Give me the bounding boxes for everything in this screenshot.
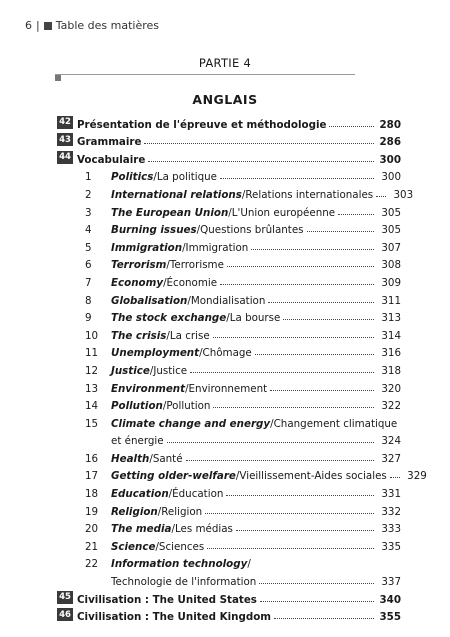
entry-page: 300	[379, 153, 401, 166]
item-french: /Les médias	[171, 523, 233, 536]
toc-entry[interactable]	[57, 131, 401, 149]
item-number: 19	[85, 505, 99, 518]
item-french: /Économie	[163, 276, 218, 289]
chapter-badge: 46	[57, 608, 73, 621]
item-french: /Mondialisation	[187, 294, 266, 307]
item-english: Immigration	[111, 241, 183, 254]
vocab-item[interactable]	[57, 166, 401, 184]
item-number: 7	[85, 276, 92, 289]
vocab-item[interactable]	[57, 465, 427, 483]
item-page: 314	[381, 329, 401, 342]
item-page: 332	[381, 505, 401, 518]
vocab-item[interactable]	[57, 412, 401, 430]
dot-leader	[390, 477, 400, 478]
vocab-item[interactable]	[57, 289, 401, 307]
dot-leader	[220, 284, 374, 285]
vocab-item[interactable]	[57, 271, 401, 289]
item-french: /Immigration	[182, 241, 249, 254]
item-french: /Questions brûlantes	[196, 224, 304, 237]
item-english: Education	[111, 488, 169, 501]
separator: |	[36, 19, 40, 32]
dot-leader	[338, 214, 374, 215]
item-english: Politics	[111, 171, 154, 184]
vocab-item[interactable]	[57, 553, 401, 571]
item-french-cont: Technologie de l'information	[111, 576, 257, 589]
chapter-badge: 43	[57, 133, 73, 146]
item-english: Burning issues	[111, 224, 197, 237]
item-english: Economy	[111, 276, 164, 289]
dot-leader	[213, 407, 374, 408]
item-number: 13	[85, 382, 99, 395]
item-french: /La bourse	[226, 312, 281, 325]
item-page: 305	[381, 206, 401, 219]
item-number: 15	[85, 417, 99, 430]
item-page: 307	[381, 241, 401, 254]
entry-title: Présentation de l'épreuve et méthodologie	[77, 118, 327, 131]
entry-title: Civilisation : The United States	[77, 593, 257, 606]
dot-leader	[307, 231, 374, 232]
item-page: 313	[381, 312, 401, 325]
dot-leader	[259, 583, 374, 584]
item-french: /Terrorisme	[166, 259, 224, 272]
item-french-cont: et énergie	[111, 435, 164, 448]
item-french: /Santé	[149, 452, 183, 465]
item-page: 320	[381, 382, 401, 395]
item-french: /La politique	[153, 171, 218, 184]
item-french: /Chômage	[199, 347, 252, 360]
item-english: Information technology	[111, 558, 248, 571]
item-number: 16	[85, 452, 99, 465]
vocab-item[interactable]	[57, 377, 401, 395]
dot-leader	[283, 319, 374, 320]
chapter-badge: 44	[57, 151, 73, 164]
item-page: 308	[381, 259, 401, 272]
item-french: /L'Union européenne	[228, 206, 336, 219]
item-english: Globalisation	[111, 294, 188, 307]
vocab-item-continuation[interactable]	[57, 570, 401, 588]
dot-leader	[144, 143, 374, 144]
item-page: 324	[381, 435, 401, 448]
partie-heading: PARTIE 4	[198, 56, 252, 70]
item-english: Climate change and energy	[111, 417, 271, 430]
vocab-item[interactable]	[57, 518, 401, 536]
dot-leader	[329, 126, 374, 127]
item-page: 333	[381, 523, 401, 536]
dot-leader	[220, 178, 374, 179]
item-page: 303	[393, 188, 414, 201]
item-number: 6	[85, 259, 92, 272]
dot-leader	[236, 530, 374, 531]
item-number: 14	[85, 400, 99, 413]
toc-entry[interactable]	[57, 113, 401, 131]
item-number: 2	[85, 188, 92, 201]
chapter-badge: 42	[57, 116, 73, 129]
running-head-title: Table des matières	[55, 19, 160, 32]
vocab-item[interactable]	[57, 183, 414, 201]
item-number: 11	[85, 347, 99, 360]
item-english: The European Union	[111, 206, 229, 219]
item-page: 316	[381, 347, 401, 360]
dot-leader	[376, 196, 386, 197]
item-page: 337	[381, 576, 401, 589]
item-number: 8	[85, 294, 92, 307]
vocab-item[interactable]	[57, 254, 401, 272]
item-french: /Éducation	[168, 488, 224, 501]
vocab-item[interactable]	[57, 500, 401, 518]
item-french: /Sciences	[155, 540, 205, 553]
item-english: Justice	[111, 364, 150, 377]
item-page: 322	[381, 400, 401, 413]
dot-leader	[251, 249, 374, 250]
item-number: 12	[85, 364, 99, 377]
item-number: 4	[85, 224, 92, 237]
entry-page: 280	[379, 118, 401, 131]
item-number: 3	[85, 206, 92, 219]
item-number: 10	[85, 329, 99, 342]
vocab-item[interactable]	[57, 201, 401, 219]
entry-title: Civilisation : The United Kingdom	[77, 611, 271, 624]
vocab-item[interactable]	[57, 359, 401, 377]
item-page: 327	[381, 452, 401, 465]
entry-title: Vocabulaire	[77, 153, 146, 166]
entry-page: 355	[379, 611, 401, 624]
item-page: 311	[381, 294, 401, 307]
item-french: /Changement climatique	[270, 417, 398, 430]
item-number: 9	[85, 312, 92, 325]
item-page: 309	[381, 276, 401, 289]
dot-leader	[270, 390, 374, 391]
item-french: /	[247, 558, 251, 571]
item-english: Terrorism	[111, 259, 167, 272]
item-number: 21	[85, 540, 99, 553]
vocab-item[interactable]	[57, 342, 401, 360]
vocab-item[interactable]	[57, 236, 401, 254]
item-english: Environment	[111, 382, 186, 395]
item-number: 5	[85, 241, 92, 254]
item-number: 20	[85, 523, 99, 536]
item-page: 335	[381, 540, 401, 553]
item-french: /Vieillissement-Aides sociales	[235, 470, 387, 483]
item-page: 329	[407, 470, 427, 483]
dot-leader	[205, 513, 374, 514]
toc-entry[interactable]	[57, 148, 401, 166]
dot-leader	[255, 354, 374, 355]
dot-leader	[268, 302, 374, 303]
item-french: /Justice	[149, 364, 188, 377]
dot-leader	[213, 337, 374, 338]
item-english: Health	[111, 452, 150, 465]
item-page: 318	[381, 364, 401, 377]
item-page: 331	[381, 488, 401, 501]
dot-leader	[226, 495, 374, 496]
item-english: Getting older-welfare	[111, 470, 236, 483]
item-english: Religion	[111, 505, 158, 518]
item-english: The media	[111, 523, 172, 536]
dot-leader	[186, 460, 374, 461]
divider-rule	[55, 74, 355, 75]
item-french: /Environnement	[185, 382, 268, 395]
item-english: Science	[111, 540, 156, 553]
item-english: Pollution	[111, 400, 163, 413]
item-english: Unemployment	[111, 347, 200, 360]
vocab-item[interactable]	[57, 447, 401, 465]
dot-leader	[274, 618, 374, 619]
dot-leader	[227, 266, 374, 267]
vocab-item[interactable]	[57, 482, 401, 500]
item-number: 18	[85, 488, 99, 501]
item-page: 300	[381, 171, 401, 184]
item-number: 1	[85, 171, 92, 184]
chapter-badge: 45	[57, 591, 73, 604]
dot-leader	[207, 548, 374, 549]
vocab-item-continuation[interactable]	[57, 430, 401, 448]
square-icon	[44, 22, 52, 30]
vocab-item[interactable]	[57, 535, 401, 553]
item-english: The crisis	[111, 329, 167, 342]
item-english: International relations	[111, 188, 242, 201]
dot-leader	[167, 442, 374, 443]
vocab-item[interactable]	[57, 324, 401, 342]
dot-leader	[190, 372, 374, 373]
vocab-item[interactable]	[57, 307, 401, 325]
running-head	[25, 19, 159, 32]
vocab-item[interactable]	[57, 395, 401, 413]
item-page: 305	[381, 224, 401, 237]
item-french: /La crise	[166, 329, 210, 342]
vocab-item[interactable]	[57, 219, 401, 237]
dot-leader	[148, 161, 374, 162]
entry-title: Grammaire	[77, 136, 142, 149]
dot-leader	[260, 601, 374, 602]
item-french: /Religion	[157, 505, 203, 518]
page-number: 6	[25, 19, 32, 32]
table-of-contents	[57, 113, 427, 624]
entry-page: 340	[379, 593, 401, 606]
item-french: /Pollution	[162, 400, 211, 413]
rule-marker	[55, 75, 61, 81]
toc-entry[interactable]	[57, 588, 401, 606]
item-english: The stock exchange	[111, 312, 227, 325]
item-french: /Relations internationales	[241, 188, 374, 201]
item-number: 22	[85, 558, 99, 571]
item-number: 17	[85, 470, 99, 483]
toc-entry[interactable]	[57, 606, 401, 624]
entry-page: 286	[379, 136, 401, 149]
section-title: ANGLAIS	[192, 92, 258, 107]
